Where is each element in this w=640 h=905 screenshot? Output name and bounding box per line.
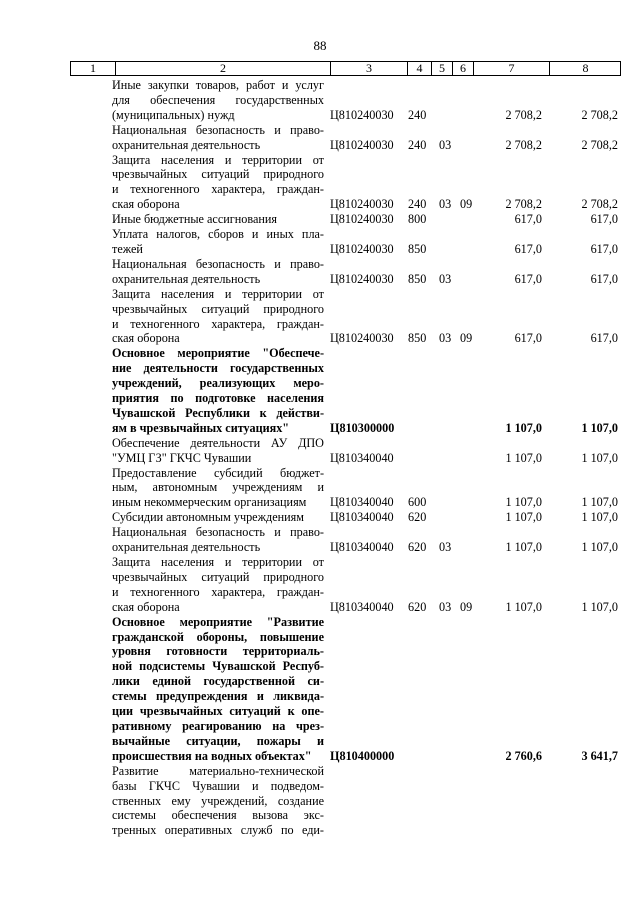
row-name: [112, 346, 324, 435]
header-col-5: 5: [431, 62, 452, 75]
table-row: [0, 153, 640, 213]
row-name-line: Основное мероприятие "Развитие: [112, 614, 324, 629]
table-row: [0, 510, 640, 525]
row-name-line: Защита населения и территории от: [112, 286, 324, 301]
row-value-2021: 1 107,0: [505, 510, 542, 525]
row-name-line: ние деятельности государственных: [112, 361, 324, 376]
header-col-7: 7: [473, 62, 549, 75]
header-col-4: 4: [407, 62, 431, 75]
row-name-line: происшествия на водных объектах": [112, 748, 312, 763]
row-value-2021: 1 107,0: [505, 599, 542, 614]
row-name-line: приятия по подготовке населения: [112, 391, 324, 406]
row-name-line: стемы предупреждения и ликвида-: [112, 689, 324, 704]
row-pr: 09: [460, 599, 473, 614]
row-value-2022: 2 708,2: [581, 197, 618, 212]
header-col-6: 6: [452, 62, 473, 75]
row-name-line: тренных оперативных служб по еди-: [112, 823, 324, 838]
table-row: [0, 466, 640, 511]
row-code: Ц810340040: [330, 599, 394, 614]
row-name: [112, 764, 324, 839]
row-name: [112, 287, 324, 347]
row-name: [112, 227, 324, 257]
row-value-2022: 617,0: [590, 271, 618, 286]
row-rz: 03: [439, 197, 452, 212]
row-value-2022: 1 107,0: [581, 420, 618, 435]
row-value-2022: 1 107,0: [581, 599, 618, 614]
row-name-line: для обеспечения государственных: [112, 92, 324, 107]
page-number: 88: [313, 38, 327, 53]
row-name-line: Иные закупки товаров, работ и услуг: [112, 78, 324, 92]
row-code: Ц810300000: [330, 420, 395, 435]
row-name: [112, 123, 324, 153]
row-value-2021: 2 708,2: [505, 197, 542, 212]
row-value-2021: 617,0: [514, 331, 542, 346]
table-row: [0, 555, 640, 615]
row-value-2022: 1 107,0: [581, 540, 618, 555]
row-code: Ц810340040: [330, 495, 394, 510]
row-vr: 850: [408, 241, 427, 256]
row-name-line: ной подсистемы Чувашской Респуб-: [112, 659, 324, 674]
row-code: Ц810240030: [330, 107, 394, 122]
row-name: [112, 615, 324, 764]
row-code: Ц810340040: [330, 540, 394, 555]
row-vr: 600: [408, 495, 427, 510]
row-value-2021: 1 107,0: [505, 420, 542, 435]
row-name: [112, 510, 324, 525]
row-name-line: ская оборона: [112, 599, 180, 614]
table-body: [0, 78, 640, 838]
row-name-line: (муниципальных) нужд: [112, 107, 235, 122]
row-code: Ц810340040: [330, 510, 394, 525]
row-name-line: Чувашской Республики к действи-: [112, 405, 324, 420]
row-name-line: охранительная деятельность: [112, 137, 261, 152]
row-code: Ц810240030: [330, 271, 394, 286]
row-name-line: чрезвычайных ситуаций природного: [112, 167, 324, 182]
row-name-line: охранительная деятельность: [112, 540, 261, 555]
row-pr: 09: [460, 197, 473, 212]
header-col-1: 1: [90, 61, 96, 75]
row-value-2022: 1 107,0: [581, 510, 618, 525]
row-value-2021: 617,0: [514, 271, 542, 286]
row-value-2021: 1 107,0: [505, 450, 542, 465]
row-vr: 620: [408, 599, 427, 614]
row-name-line: ская оборона: [112, 197, 180, 212]
row-vr: 240: [408, 197, 427, 212]
row-rz: 03: [439, 271, 452, 286]
row-rz: 03: [439, 137, 452, 152]
row-name-line: Защита населения и территории от: [112, 152, 324, 167]
row-name-line: ным, автономным учреждениям и: [112, 480, 324, 495]
row-name-line: Уплата налогов, сборов и иных пла-: [112, 227, 324, 242]
row-rz: 03: [439, 540, 452, 555]
row-value-2021: 2 708,2: [505, 137, 542, 152]
row-code: Ц810400000: [330, 748, 395, 763]
row-value-2022: 1 107,0: [581, 495, 618, 510]
table-row: [0, 346, 640, 435]
row-name-line: лики единой государственной си-: [112, 674, 324, 689]
row-name-line: охранительная деятельность: [112, 271, 261, 286]
row-vr: 800: [408, 212, 427, 227]
row-code: Ц810240030: [330, 212, 394, 227]
row-name-line: Национальная безопасность и право-: [112, 256, 324, 271]
header-col-2: 2: [115, 62, 330, 75]
row-code: Ц810240030: [330, 137, 394, 152]
row-code: Ц810240030: [330, 241, 394, 256]
row-name-line: ции чрезвычайных ситуаций к опе-: [112, 704, 324, 719]
row-name: [112, 436, 324, 466]
table-row: [0, 78, 640, 123]
row-name-line: вычайные ситуации, пожары и: [112, 733, 324, 748]
table-row: [0, 212, 640, 227]
row-value-2021: 617,0: [514, 212, 542, 227]
row-value-2022: 2 708,2: [581, 137, 618, 152]
row-code: Ц810340040: [330, 450, 394, 465]
row-value-2022: 617,0: [590, 212, 618, 227]
table-row: [0, 257, 640, 287]
row-name-line: учреждений, реализующих меро-: [112, 376, 324, 391]
row-name-line: ственных ему учреждений, создание: [112, 793, 324, 808]
row-name-line: уровня готовности территориаль-: [112, 644, 324, 659]
row-name: [112, 153, 324, 213]
row-name-line: Обеспечение деятельности АУ ДПО: [112, 435, 324, 450]
row-name-line: Национальная безопасность и право-: [112, 122, 324, 137]
row-code: Ц810240030: [330, 197, 394, 212]
row-name: [112, 466, 324, 511]
row-code: Ц810240030: [330, 331, 394, 346]
row-value-2022: 617,0: [590, 241, 618, 256]
row-vr: 240: [408, 137, 427, 152]
row-name-line: Основное мероприятие "Обеспече-: [112, 346, 324, 361]
row-name-line: чрезвычайных ситуаций природного: [112, 569, 324, 584]
row-value-2021: 1 107,0: [505, 540, 542, 555]
table-row: [0, 525, 640, 555]
row-name-line: Развитие материально-технической: [112, 763, 324, 778]
row-name: [112, 555, 324, 615]
table-row: [0, 287, 640, 347]
row-name-line: "УМЦ ГЗ" ГКЧС Чувашии: [112, 450, 252, 465]
row-name-line: Защита населения и территории от: [112, 555, 324, 569]
row-name-line: Национальная безопасность и право-: [112, 525, 324, 540]
row-name-line: гражданской обороны, повышение: [112, 629, 324, 644]
row-vr: 620: [408, 510, 427, 525]
row-name: [112, 78, 324, 123]
row-name-line: Иные бюджетные ассигнования: [112, 212, 278, 227]
row-name-line: и техногенного характера, граждан-: [112, 182, 324, 197]
row-pr: 09: [460, 331, 473, 346]
row-name-line: Предоставление субсидий бюджет-: [112, 465, 324, 480]
table-row: [0, 227, 640, 257]
row-name-line: базы ГКЧС Чувашии и подведом-: [112, 778, 324, 793]
row-vr: 240: [408, 107, 427, 122]
header-col-3: 3: [330, 62, 407, 75]
row-name: [112, 212, 324, 227]
row-name-line: ская оборона: [112, 331, 180, 346]
row-name: [112, 525, 324, 555]
row-vr: 850: [408, 331, 427, 346]
row-name-line: ям в чрезвычайных ситуациях": [112, 420, 290, 435]
row-value-2022: 3 641,7: [581, 748, 618, 763]
table-header: [70, 61, 621, 76]
row-value-2021: 2 708,2: [505, 107, 542, 122]
row-vr: 850: [408, 271, 427, 286]
row-value-2021: 617,0: [514, 241, 542, 256]
row-name-line: и техногенного характера, граждан-: [112, 584, 324, 599]
table-row: [0, 615, 640, 764]
row-name-line: и техногенного характера, граждан-: [112, 316, 324, 331]
row-value-2021: 1 107,0: [505, 495, 542, 510]
table-row: [0, 764, 640, 839]
row-value-2022: 2 708,2: [581, 107, 618, 122]
row-name: [112, 257, 324, 287]
row-name-line: системы обеспечения вызова экс-: [112, 808, 324, 823]
row-value-2022: 1 107,0: [581, 450, 618, 465]
row-rz: 03: [439, 331, 452, 346]
row-rz: 03: [439, 599, 452, 614]
row-value-2021: 2 760,6: [505, 748, 542, 763]
row-value-2022: 617,0: [590, 331, 618, 346]
row-name-line: чрезвычайных ситуаций природного: [112, 301, 324, 316]
table-row: [0, 123, 640, 153]
row-name-line: тежей: [112, 241, 143, 256]
row-vr: 620: [408, 540, 427, 555]
row-name-line: Субсидии автономным учреждениям: [112, 510, 304, 525]
header-col-8: 8: [549, 62, 621, 75]
table-row: [0, 436, 640, 466]
row-name-line: иным некоммерческим организациям: [112, 495, 307, 510]
row-name-line: ративному реагированию на чрез-: [112, 718, 324, 733]
